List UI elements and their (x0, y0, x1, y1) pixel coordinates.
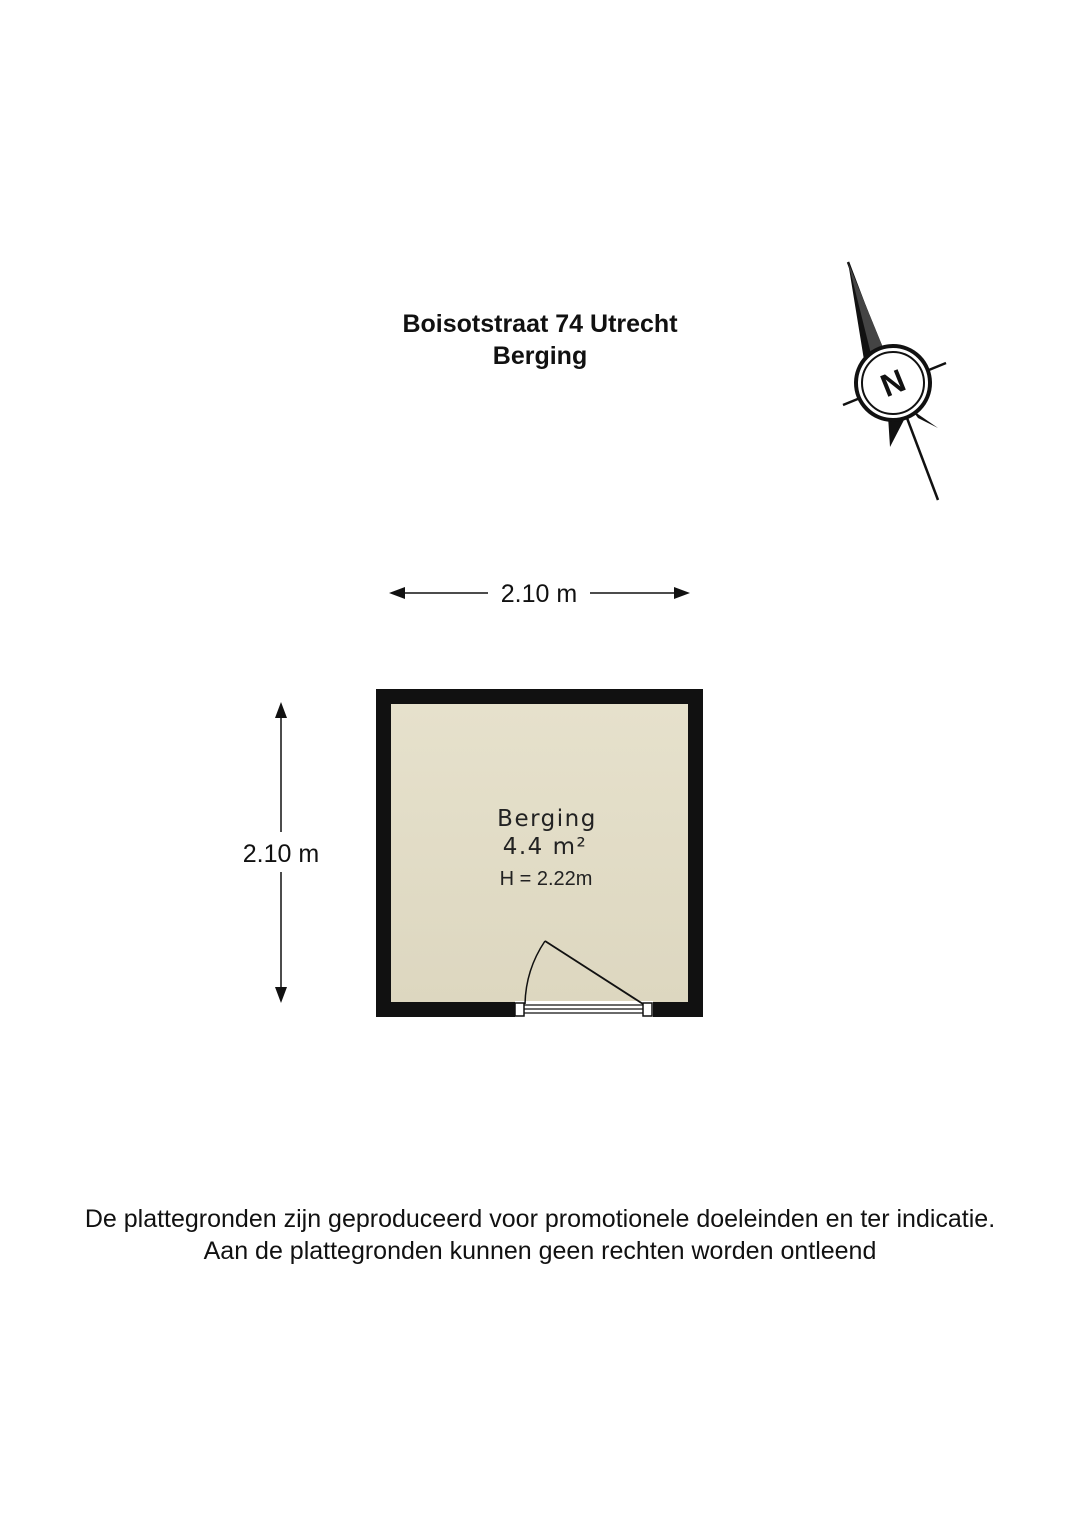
compass-letter: N (875, 361, 911, 405)
door-jamb-left (515, 1003, 524, 1016)
north-arrow-icon (843, 262, 946, 500)
width-dimension-label: 2.10 m (500, 580, 578, 608)
width-dimension (389, 580, 690, 608)
disclaimer (0, 1203, 1080, 1267)
disclaimer-line-1: De plattegronden zijn geproduceerd voor promotionele doeleinden en ter indicatie. (84, 1205, 996, 1233)
room-height-label: H = 2.22m (499, 868, 593, 890)
door-jamb-right (643, 1003, 652, 1016)
height-dimension-label: 2.10 m (242, 840, 320, 868)
room-area-label: 4.4 m² (502, 834, 588, 860)
room-berging (376, 689, 703, 1017)
height-dimension (243, 702, 319, 1003)
floor-title: Berging (492, 342, 588, 370)
disclaimer-line-2: Aan de plattegronden kunnen geen rechten worden ontleend (203, 1237, 877, 1265)
room-name-label: Berging (497, 806, 597, 832)
address-title: Boisotstraat 74 Utrecht (402, 310, 678, 338)
width-arrow-right-icon (674, 587, 690, 599)
height-arrow-down-icon (275, 987, 287, 1003)
width-arrow-left-icon (389, 587, 405, 599)
height-arrow-up-icon (275, 702, 287, 718)
